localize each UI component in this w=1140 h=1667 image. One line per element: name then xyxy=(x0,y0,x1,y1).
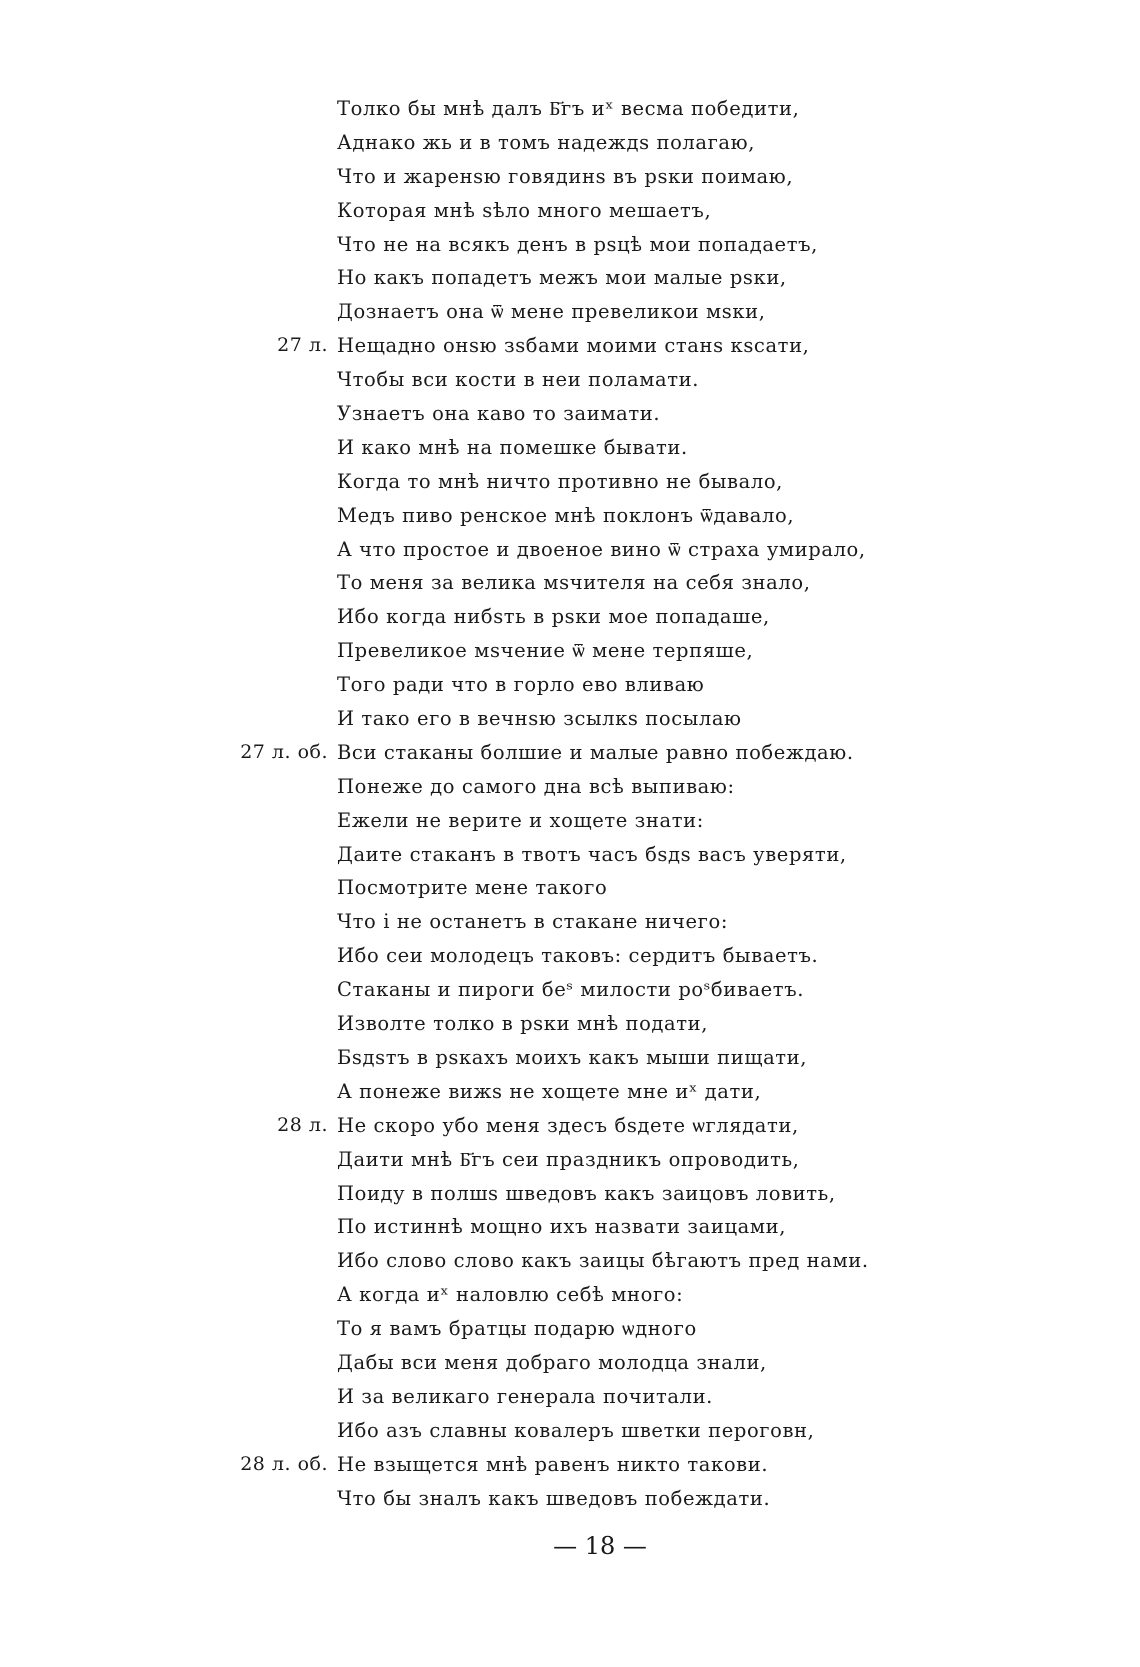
verse-text: Бѕдѕтъ в рѕкахъ моихъ какъ мыши пищати, xyxy=(337,1045,808,1069)
verse-text: Не скоро убо меня здесъ бѕдете ѡглядати, xyxy=(337,1113,799,1137)
folio-reference: 27 л. об. xyxy=(240,740,328,763)
verse-text: Аднако жь и в томъ надеждѕ полагаю, xyxy=(337,130,756,154)
verse-text: Которая мнѣ ѕѣло много мешаетъ, xyxy=(337,198,712,222)
verse-text: Не взыщется мнѣ равенъ никто такови. xyxy=(337,1452,769,1476)
verse-line xyxy=(0,1346,1140,1380)
verse-text: То я вамъ братцы подарю ѡдного xyxy=(337,1317,697,1341)
verse-text: Ибо слово слово какъ заицы бѣгаютъ пред нами. xyxy=(337,1249,869,1273)
verse-text: Ибо азъ славны ковалеръ шветки пероговн, xyxy=(337,1418,815,1442)
verse-line xyxy=(0,871,1140,905)
folio-reference: 28 л. xyxy=(277,1113,328,1136)
verse-text: Вси стаканы болшие и малые равно побеждаю. xyxy=(337,740,854,764)
verse-line xyxy=(0,1075,1140,1109)
verse-text: Дабы вси меня добраго молодца знали, xyxy=(337,1350,767,1374)
verse-text: Посмотрите мене такого xyxy=(337,876,608,900)
verse-line xyxy=(0,1143,1140,1177)
verse-text: А понеже вижѕ не хощете мне иˣ дати, xyxy=(337,1079,762,1103)
verse-line xyxy=(0,1278,1140,1312)
verse-line xyxy=(0,295,1140,329)
verse-line xyxy=(0,126,1140,160)
verse-text: То меня за велика мѕчителя на себя знало, xyxy=(337,571,811,595)
folio-reference: 28 л. об. xyxy=(240,1452,328,1475)
verse-block xyxy=(0,92,1140,1515)
verse-line xyxy=(0,1177,1140,1211)
verse-line xyxy=(0,1007,1140,1041)
verse-text: А когда иˣ наловлю себѣ много: xyxy=(337,1283,684,1307)
verse-line xyxy=(0,499,1140,533)
verse-text: Толко бы мнѣ далъ Б҃гъ иˣ весма победити, xyxy=(337,97,800,120)
verse-line xyxy=(0,329,1140,363)
verse-text: Превеликое мѕчение ѿ мене терпяше, xyxy=(337,639,754,663)
verse-line xyxy=(0,1482,1140,1516)
verse-line xyxy=(0,939,1140,973)
verse-line xyxy=(0,1244,1140,1278)
verse-text: Что не на всякъ денъ в рѕцѣ мои попадаетъ, xyxy=(337,232,818,256)
verse-line xyxy=(0,770,1140,804)
verse-text: Стаканы и пироги беˢ милости роˢбиваетъ. xyxy=(337,978,804,1002)
verse-text: Медъ пиво ренское мнѣ поклонъ ѿдавало, xyxy=(337,503,795,527)
verse-line xyxy=(0,261,1140,295)
verse-text: Даите стаканъ в твотъ часъ бѕдѕ васъ уверяти, xyxy=(337,842,847,866)
verse-line xyxy=(0,1414,1140,1448)
verse-text: Что і не останетъ в стакане ничего: xyxy=(337,910,728,934)
verse-text: Что и жаренѕю говядинѕ въ рѕки поимаю, xyxy=(337,164,794,188)
verse-text: Чтобы вси кости в неи поламати. xyxy=(337,368,700,392)
verse-line xyxy=(0,194,1140,228)
verse-line xyxy=(0,397,1140,431)
verse-line xyxy=(0,634,1140,668)
verse-text: Что бы зналъ какъ шведовъ побеждати. xyxy=(337,1486,771,1510)
verse-text: И за великаго генерала почитали. xyxy=(337,1384,713,1408)
page-number: — 18 — xyxy=(553,1532,647,1560)
verse-text: Ибо сеи молодецъ таковъ: сердитъ бываетъ. xyxy=(337,944,819,968)
verse-line xyxy=(0,228,1140,262)
verse-line xyxy=(0,736,1140,770)
verse-text: Понеже до самого дна всѣ выпиваю: xyxy=(337,774,735,798)
verse-line xyxy=(0,465,1140,499)
verse-line xyxy=(0,1380,1140,1414)
verse-line xyxy=(0,160,1140,194)
verse-line xyxy=(0,973,1140,1007)
verse-text: Нещадно онѕю зѕбами моими станѕ кѕсати, xyxy=(337,334,810,358)
verse-line xyxy=(0,600,1140,634)
verse-line xyxy=(0,363,1140,397)
verse-line xyxy=(0,702,1140,736)
verse-text: А что простое и двоеное вино ѿ страха умирало, xyxy=(337,537,866,561)
verse-line xyxy=(0,804,1140,838)
verse-line xyxy=(0,838,1140,872)
verse-line xyxy=(0,1210,1140,1244)
verse-text: Поиду в полшѕ шведовъ какъ заицовъ ловить, xyxy=(337,1181,836,1205)
verse-text: Дознаетъ она ѿ мене превеликои мѕки, xyxy=(337,300,766,324)
verse-text: Того ради что в горло ево вливаю xyxy=(337,673,705,697)
verse-line xyxy=(0,1041,1140,1075)
verse-line xyxy=(0,1312,1140,1346)
verse-text: И тако его в вечнѕю зсылкѕ посылаю xyxy=(337,707,742,731)
verse-line xyxy=(0,533,1140,567)
verse-text: Даити мнѣ Б҃гъ сеи праздникъ опроводить, xyxy=(337,1147,800,1171)
verse-text: Ежели не верите и хощете знати: xyxy=(337,808,704,832)
verse-line xyxy=(0,905,1140,939)
verse-line xyxy=(0,92,1140,126)
verse-line xyxy=(0,1109,1140,1143)
verse-text: Но какъ попадетъ межъ мои малые рѕки, xyxy=(337,266,787,290)
verse-text: Изволте толко в рѕки мнѣ подати, xyxy=(337,1012,709,1036)
verse-text: Когда то мнѣ ничто противно не бывало, xyxy=(337,469,783,493)
verse-line xyxy=(0,566,1140,600)
verse-text: Узнаетъ она каво то заимати. xyxy=(337,402,661,426)
verse-text: По истиннѣ мощно ихъ назвати заицами, xyxy=(337,1215,787,1239)
verse-text: И како мнѣ на помешке бывати. xyxy=(337,435,688,459)
verse-text: Ибо когда нибѕть в рѕки мое попадаше, xyxy=(337,605,770,629)
folio-reference: 27 л. xyxy=(277,334,328,357)
verse-line xyxy=(0,431,1140,465)
verse-line xyxy=(0,668,1140,702)
verse-line xyxy=(0,1448,1140,1482)
